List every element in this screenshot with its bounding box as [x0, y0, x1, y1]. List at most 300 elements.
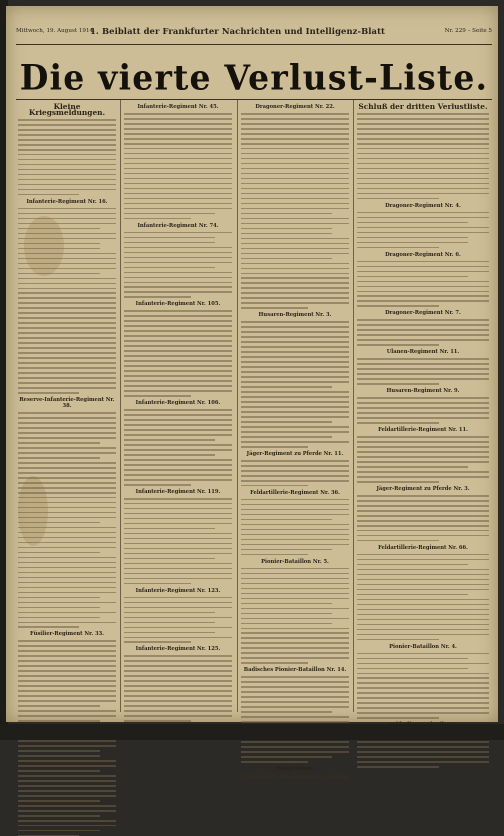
- text-line: [241, 573, 349, 575]
- text-line: [18, 502, 116, 504]
- text-line: [241, 277, 349, 279]
- text-line: [357, 173, 489, 175]
- text-line: [124, 143, 232, 145]
- text-line: [18, 522, 100, 524]
- text-line: [18, 532, 116, 534]
- text-line: [357, 766, 439, 768]
- text-line: [124, 548, 232, 550]
- section-heading: Ulanen-Regiment Nr. 11.: [386, 349, 460, 356]
- text-line: [18, 297, 116, 299]
- text-line: [241, 519, 332, 521]
- text-line: [357, 407, 489, 409]
- text-line: [241, 371, 349, 373]
- text-line: [124, 232, 232, 234]
- text-line: [18, 482, 116, 484]
- text-line: [241, 396, 349, 398]
- text-line: [241, 529, 349, 531]
- text-line: [18, 542, 116, 544]
- text-line: [18, 253, 116, 255]
- text-line: [18, 825, 116, 827]
- text-line: [241, 238, 349, 240]
- text-line: [357, 138, 489, 140]
- text-line: [241, 416, 349, 418]
- text-line: [241, 208, 349, 210]
- text-line: [357, 163, 489, 165]
- text-line: [18, 617, 100, 619]
- text-line: [124, 622, 215, 624]
- column-4: [357, 101, 489, 711]
- text-line: [357, 212, 489, 214]
- text-line: [241, 218, 349, 220]
- text-line: [241, 426, 349, 428]
- column-rule: [120, 100, 121, 712]
- text-line: [357, 422, 439, 424]
- section-heading: Infanterie-Regiment Nr. 106.: [135, 400, 221, 407]
- text-line: [357, 756, 489, 758]
- text-line: [18, 810, 116, 812]
- text-line: [357, 402, 489, 404]
- text-line: [241, 716, 349, 718]
- footer-note: Christian Koch, schwer verwundet gestorben.: [241, 775, 349, 781]
- text-line: [18, 557, 116, 559]
- text-line: [241, 411, 349, 413]
- text-line: [124, 345, 232, 347]
- header-page-number: Nr. 229 – Seite 5: [444, 28, 492, 34]
- text-line: [124, 385, 232, 387]
- text-line: [124, 444, 232, 446]
- text-line: [124, 464, 232, 466]
- text-line: [357, 178, 489, 180]
- text-line: [18, 288, 116, 290]
- column-2: [124, 101, 232, 711]
- text-line: [357, 682, 489, 684]
- text-line: [241, 188, 349, 190]
- text-line: [241, 406, 349, 408]
- text-line: [241, 544, 349, 546]
- text-line: [357, 339, 489, 341]
- text-line: [357, 358, 489, 360]
- text-line: [241, 647, 349, 649]
- text-line: [18, 567, 116, 569]
- text-line: [241, 642, 349, 644]
- text-line: [18, 184, 116, 186]
- text-line: [357, 569, 489, 571]
- text-line: [241, 588, 349, 590]
- text-line: [18, 750, 100, 752]
- text-line: [357, 383, 439, 385]
- text-line: [357, 559, 489, 561]
- text-line: [18, 780, 116, 782]
- text-line: [18, 775, 116, 777]
- text-line: [124, 715, 232, 717]
- column-rule: [353, 100, 354, 712]
- text-line: [18, 785, 116, 787]
- section-heading: Dragoner-Regiment Nr. 6.: [385, 251, 461, 258]
- text-line: [241, 178, 349, 180]
- text-line: [124, 335, 232, 337]
- text-line: [18, 452, 116, 454]
- text-line: [18, 337, 116, 339]
- section-heading: Infanterie-Regiment Nr. 105.: [135, 301, 221, 308]
- text-line: [18, 154, 116, 156]
- text-line: [18, 770, 100, 772]
- text-line: [357, 510, 489, 512]
- text-line: [357, 368, 489, 370]
- text-line: [241, 652, 349, 654]
- text-line: [241, 336, 349, 338]
- text-line: [357, 495, 489, 497]
- text-line: [124, 183, 232, 185]
- text-line: [124, 424, 232, 426]
- text-line: [241, 118, 349, 120]
- text-line: [124, 350, 232, 352]
- text-line: [18, 670, 116, 672]
- text-line: [241, 302, 349, 304]
- text-line: [124, 138, 232, 140]
- text-line: [357, 397, 489, 399]
- text-line: [124, 665, 232, 667]
- text-line: [241, 691, 349, 693]
- text-line: [124, 538, 232, 540]
- text-line: [241, 637, 349, 639]
- text-line: [18, 124, 116, 126]
- section-heading: Husaren-Regiment Nr. 9.: [386, 388, 460, 395]
- text-line: [18, 720, 100, 722]
- text-line: [18, 517, 116, 519]
- text-line: [241, 583, 349, 585]
- text-line: [124, 355, 232, 357]
- section-heading: Füsilier-Regiment Nr. 33.: [30, 631, 104, 638]
- text-line: [357, 446, 489, 448]
- text-line: [241, 657, 349, 659]
- text-line: [357, 113, 489, 115]
- text-line: [241, 366, 349, 368]
- text-line: [241, 485, 308, 487]
- text-line: [357, 261, 489, 263]
- text-line: [124, 409, 232, 411]
- text-line: [124, 459, 232, 461]
- text-line: [124, 602, 232, 604]
- text-line: [18, 462, 116, 464]
- text-line: [18, 317, 116, 319]
- text-line: [357, 589, 489, 591]
- text-line: [241, 681, 349, 683]
- text-line: [357, 471, 489, 473]
- text-line: [124, 198, 232, 200]
- text-line: [124, 695, 232, 697]
- text-line: [357, 712, 489, 714]
- text-line: [241, 509, 349, 511]
- section-heading: Feldartillerie-Regiment Nr. 36.: [250, 489, 340, 496]
- text-line: [357, 436, 489, 438]
- text-line: [357, 441, 489, 443]
- text-line: [241, 158, 349, 160]
- text-line: [124, 113, 232, 115]
- text-line: [18, 307, 116, 309]
- text-line: [124, 193, 232, 195]
- text-line: [357, 344, 439, 346]
- text-line: [124, 617, 232, 619]
- text-line: [241, 761, 308, 763]
- text-line: [357, 609, 489, 611]
- text-line: [241, 696, 349, 698]
- section-heading: Infanterie-Regiment Nr. 123.: [135, 587, 221, 594]
- text-line: [357, 540, 439, 542]
- text-line: [124, 282, 232, 284]
- text-line: [18, 302, 116, 304]
- text-line: [124, 607, 232, 609]
- text-line: [124, 429, 232, 431]
- text-line: [241, 539, 349, 541]
- text-line: [124, 449, 232, 451]
- text-line: [357, 535, 489, 537]
- text-line: [357, 334, 489, 336]
- section-heading: Pionier-Bataillon Nr. 5.: [261, 558, 329, 565]
- text-line: [357, 574, 489, 576]
- text-line: [241, 470, 349, 472]
- text-line: [18, 472, 116, 474]
- text-line: [357, 619, 489, 621]
- text-line: [124, 128, 232, 130]
- text-line: [241, 198, 349, 200]
- text-line: [357, 530, 489, 532]
- text-line: [18, 194, 79, 196]
- text-line: [18, 457, 100, 459]
- header-rule: [16, 44, 492, 45]
- text-line: [124, 553, 232, 555]
- text-line: [357, 692, 489, 694]
- text-line: [357, 594, 468, 596]
- text-line: [124, 518, 232, 520]
- text-line: [241, 578, 349, 580]
- text-line: [357, 247, 439, 249]
- text-line: [124, 325, 232, 327]
- text-line: [357, 564, 468, 566]
- text-line: [124, 286, 232, 288]
- text-line: [241, 307, 308, 309]
- text-line: [18, 715, 116, 717]
- text-line: [357, 412, 489, 414]
- text-line: [18, 640, 116, 642]
- text-line: [18, 412, 116, 414]
- text-line: [241, 203, 349, 205]
- text-line: [357, 123, 489, 125]
- text-line: [18, 497, 116, 499]
- text-line: [241, 504, 349, 506]
- text-line: [124, 558, 215, 560]
- text-line: [18, 427, 116, 429]
- text-line: [18, 790, 116, 792]
- text-line: [18, 626, 79, 628]
- text-line: [241, 632, 349, 634]
- text-line: [18, 760, 116, 762]
- section-heading: Jäger-Regiment zu Pferde Nr. 3.: [376, 486, 470, 492]
- text-line: [241, 268, 349, 270]
- text-line: [357, 237, 468, 239]
- text-line: [124, 612, 215, 614]
- text-line: [18, 327, 116, 329]
- text-line: [18, 527, 116, 529]
- text-line: [357, 158, 489, 160]
- text-line: [357, 751, 489, 753]
- text-line: [18, 562, 116, 564]
- text-line: [18, 218, 116, 220]
- text-line: [357, 148, 489, 150]
- text-line: [18, 800, 100, 802]
- text-line: [18, 660, 116, 662]
- text-line: [357, 461, 489, 463]
- text-line: [124, 670, 232, 672]
- text-line: [357, 295, 489, 297]
- text-line: [357, 761, 489, 763]
- text-line: [18, 612, 116, 614]
- text-line: [124, 720, 191, 722]
- text-line: [124, 272, 232, 274]
- text-line: [357, 232, 489, 234]
- text-line: [357, 634, 489, 636]
- page-title: Die vierte Verlust-Liste.: [19, 57, 489, 98]
- text-line: [241, 128, 349, 130]
- text-line: [124, 365, 232, 367]
- text-line: [18, 134, 116, 136]
- text-line: [18, 607, 100, 609]
- text-line: [357, 476, 489, 478]
- text-line: [18, 243, 100, 245]
- text-line: [124, 660, 232, 662]
- text-line: [241, 213, 332, 215]
- header-masthead: 1. Beiblatt der Frankfurter Nachrichten und Intelligenz-Blatt: [90, 26, 386, 36]
- text-line: [241, 711, 332, 713]
- text-line: [241, 253, 349, 255]
- text-line: [357, 500, 489, 502]
- text-line: [357, 266, 489, 268]
- text-line: [124, 320, 232, 322]
- text-line: [241, 676, 349, 678]
- text-line: [124, 158, 232, 160]
- text-line: [124, 247, 232, 249]
- text-line: [357, 183, 489, 185]
- text-line: [241, 386, 332, 388]
- text-line: [241, 391, 349, 393]
- text-line: [124, 340, 232, 342]
- text-line: [241, 568, 349, 570]
- text-line: [241, 292, 349, 294]
- text-line: [124, 262, 232, 264]
- text-line: [124, 454, 215, 456]
- text-line: [241, 282, 349, 284]
- text-line: [18, 685, 116, 687]
- text-line: [124, 310, 232, 312]
- text-line: [18, 602, 116, 604]
- section-heading: Pfingstträger.: [275, 766, 315, 773]
- text-line: [124, 523, 232, 525]
- text-line: [241, 233, 332, 235]
- text-line: [357, 168, 489, 170]
- text-line: [357, 118, 489, 120]
- text-line: [357, 466, 468, 468]
- header-date: Mittwoch, 19. August 1914.: [16, 28, 95, 34]
- text-line: [18, 278, 116, 280]
- section-heading: Infanterie-Regiment Nr. 74.: [137, 222, 219, 229]
- text-line: [124, 469, 232, 471]
- text-line: [18, 387, 116, 389]
- text-line: [124, 208, 232, 210]
- text-line: [241, 193, 349, 195]
- text-line: [124, 710, 232, 712]
- text-line: [241, 431, 349, 433]
- section-heading: Husaren-Regiment Nr. 3.: [258, 312, 332, 319]
- page-header: [16, 28, 492, 42]
- text-line: [241, 613, 332, 615]
- text-line: [241, 356, 349, 358]
- text-line: [18, 268, 116, 270]
- text-line: [241, 480, 349, 482]
- text-line: [241, 751, 349, 753]
- text-line: [241, 534, 349, 536]
- text-line: [357, 242, 468, 244]
- text-line: [18, 432, 116, 434]
- text-line: [18, 577, 116, 579]
- text-line: [124, 133, 232, 135]
- text-line: [241, 361, 349, 363]
- text-line: [357, 324, 489, 326]
- text-line: [241, 465, 349, 467]
- section-heading: Dragoner-Regiment Nr. 22.: [255, 104, 335, 110]
- text-line: [241, 133, 349, 135]
- text-line: [357, 363, 489, 365]
- text-line: [357, 653, 489, 655]
- text-line: [241, 446, 308, 448]
- text-line: [241, 346, 349, 348]
- text-line: [18, 755, 100, 757]
- text-line: [357, 481, 439, 483]
- text-line: [357, 673, 489, 675]
- text-line: [18, 592, 116, 594]
- text-line: [241, 123, 349, 125]
- text-line: [357, 614, 489, 616]
- text-line: [357, 702, 489, 704]
- text-line: [18, 597, 100, 599]
- text-line: [357, 624, 489, 626]
- text-line: [18, 710, 116, 712]
- text-line: [124, 528, 215, 530]
- section-heading: Feldartillerie-Regiment Nr. 11.: [378, 427, 468, 434]
- text-line: [357, 373, 489, 375]
- text-line: [357, 276, 468, 278]
- text-line: [18, 700, 116, 702]
- text-line: [357, 417, 489, 419]
- text-line: [18, 382, 116, 384]
- text-line: [357, 515, 489, 517]
- text-line: [18, 139, 116, 141]
- text-line: [18, 705, 100, 707]
- text-line: [241, 499, 349, 501]
- text-line: [18, 174, 116, 176]
- text-line: [18, 342, 116, 344]
- text-line: [357, 687, 489, 689]
- text-line: [124, 641, 191, 643]
- text-line: [357, 305, 439, 307]
- text-line: [124, 414, 232, 416]
- text-line: [18, 572, 116, 574]
- text-line: [357, 741, 489, 743]
- text-line: [241, 741, 349, 743]
- text-line: [18, 258, 116, 260]
- text-line: [241, 331, 349, 333]
- text-line: [357, 300, 489, 302]
- text-line: [18, 223, 116, 225]
- text-line: [357, 198, 439, 200]
